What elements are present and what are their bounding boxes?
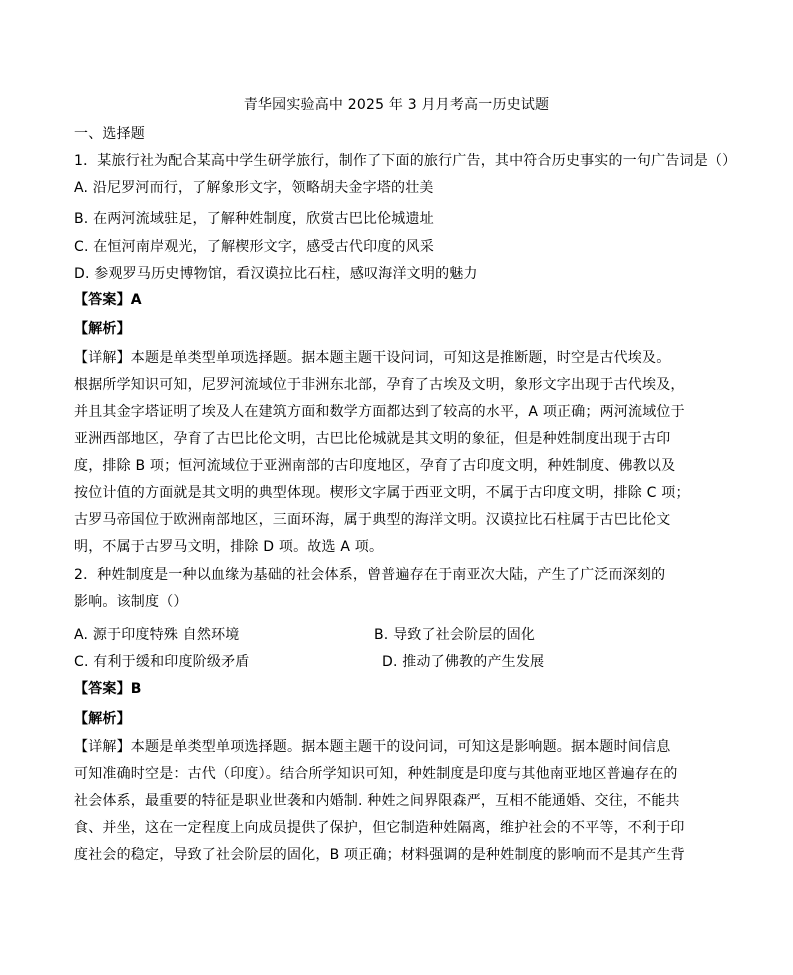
q1-answer: 【答案】A: [74, 292, 142, 308]
q2-detail-line: 【详解】本题是单类型单项选择题。据本题主题干的设问词，可知这是影响题。据本题时间信息: [74, 739, 671, 755]
q1-detail-line: 度，排除 B 项；恒河流域位于亚洲南部的古印度地区，孕育了古印度文明，种姓制度、佛教以及: [74, 458, 676, 474]
q2-detail-line: 度社会的稳定，导致了社会阶层的固化，B 项正确；材料强调的是种姓制度的影响而不是其产生背: [74, 847, 685, 863]
q2-answer: 【答案】B: [74, 681, 142, 697]
q2-option-a: A. 源于印度特殊 自然环境: [74, 627, 240, 643]
q1-stem: 1．某旅行社为配合某高中学生研学旅行，制作了下面的旅行广告，其中符合历史事实的一句广告词是（）: [74, 153, 737, 169]
doc-title: 青华园实验高中 2025 年 3 月月考高一历史试题: [243, 97, 550, 113]
q1-detail-line: 并且其金字塔证明了埃及人在建筑方面和数学方面都达到了较高的水平，A 项正确；两河流域位于: [74, 404, 685, 420]
q1-option-d: D. 参观罗马历史博物馆，看汉谟拉比石柱，感叹海洋文明的魅力: [74, 266, 478, 282]
q2-detail-line: 社会体系，最重要的特征是职业世袭和内婚制. 种姓之间界限森严，互相不能通婚、交往，不能共: [74, 793, 680, 809]
q1-detail-line: 【详解】本题是单类型单项选择题。据本题主题干设问词，可知这是推断题，时空是古代埃及。: [74, 350, 671, 366]
q2-stem-line: 影响。该制度（）: [74, 594, 188, 610]
q1-option-b: B. 在两河流域驻足，了解种姓制度，欣赏古巴比伦城遗址: [74, 211, 434, 227]
q2-option-b: B. 导致了社会阶层的固化: [374, 627, 536, 643]
q2-analysis-label: 【解析】: [74, 711, 131, 727]
q1-detail-line: 根据所学知识可知，尼罗河流域位于非洲东北部，孕育了古埃及文明，象形文字出现于古代埃及，: [74, 377, 685, 393]
q1-option-c: C. 在恒河南岸观光，了解楔形文字，感受古代印度的风采: [74, 239, 435, 255]
q1-detail-line: 明，不属于古罗马文明，排除 D 项。故选 A 项。: [74, 539, 384, 555]
q2-detail-line: 食、并坐，这在一定程度上向成员提供了保护，但它制造种姓隔离，维护社会的不平等，不利于印: [74, 820, 685, 836]
q1-detail-line: 亚洲西部地区，孕育了古巴比伦文明，古巴比伦城就是其文明的象征，但是种姓制度出现于古印: [74, 431, 671, 447]
q1-detail-line: 按位计值的方面就是其文明的典型体现。楔形文字属于西亚文明，不属于古印度文明，排除 C 项；: [74, 485, 690, 501]
q2-option-c: C. 有利于缓和印度阶级矛盾: [74, 654, 250, 670]
q1-option-a: A. 沿尼罗河而行，了解象形文字，领略胡夫金字塔的壮美: [74, 180, 434, 196]
q2-option-d: D. 推动了佛教的产生发展: [382, 654, 545, 670]
q1-detail-line: 古罗马帝国位于欧洲南部地区，三面环海，属于典型的海洋文明。汉谟拉比石柱属于古巴比伦文: [74, 512, 671, 528]
q2-stem-line: 2．种姓制度是一种以血缘为基础的社会体系，曾普遍存在于南亚次大陆，产生了广泛而深刻的: [74, 567, 666, 583]
q1-analysis-label: 【解析】: [74, 321, 131, 337]
q2-detail-line: 可知准确时空是：古代（印度）。结合所学知识可知，种姓制度是印度与其他南亚地区普遍存在的: [74, 766, 678, 782]
section-heading: 一、选择题: [74, 126, 145, 142]
